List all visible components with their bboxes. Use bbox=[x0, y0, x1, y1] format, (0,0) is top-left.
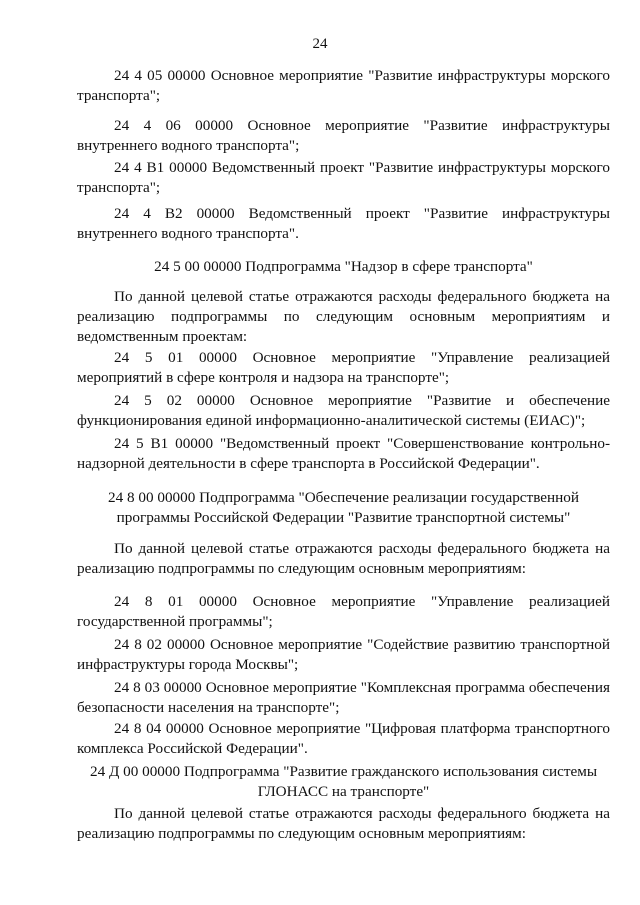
paragraph-24-8-intro: По данной целевой статье отражаются расходы федерального бюджета на реализацию подпрограммы по следующим основным мероприятиям: bbox=[77, 540, 610, 577]
paragraph-24-4-b2: 24 4 В2 00000 Ведомственный проект "Развитие инфраструктуры внутреннего водного транспорта". bbox=[77, 205, 610, 242]
paragraph-24-5-b1: 24 5 В1 00000 "Ведомственный проект "Совершенствование контрольно-надзорной деятельности в сфере транспорта в Российской Федерации". bbox=[77, 435, 610, 472]
paragraph-24-8-03: 24 8 03 00000 Основное мероприятие "Комплексная программа обеспечения безопасности населения на транспорте"; bbox=[77, 679, 610, 716]
paragraph-24-4-b1: 24 4 В1 00000 Ведомственный проект "Развитие инфраструктуры морского транспорта"; bbox=[77, 159, 610, 196]
page-number: 24 bbox=[312, 36, 328, 52]
heading-subprogram-24-8: 24 8 00 00000 Подпрограмма "Обеспечение реализации государственной программы Российской Федерации "Развитие транспортной системы" bbox=[108, 489, 579, 526]
paragraph-24-8-04: 24 8 04 00000 Основное мероприятие "Цифровая платформа транспортного комплекса Российской Федерации". bbox=[77, 720, 610, 757]
paragraph-24-8-02: 24 8 02 00000 Основное мероприятие "Содействие развитию транспортной инфраструктуры города Москвы"; bbox=[77, 636, 610, 673]
paragraph-24-5-01: 24 5 01 00000 Основное мероприятие "Управление реализацией мероприятий в сфере контроля и надзора на транспорте"; bbox=[77, 349, 610, 386]
heading-subprogram-24-d: 24 Д 00 00000 Подпрограмма "Развитие гражданского использования системы ГЛОНАСС на транспорте" bbox=[89, 763, 598, 800]
paragraph-24-d-intro: По данной целевой статье отражаются расходы федерального бюджета на реализацию подпрограммы по следующим основным мероприятиям: bbox=[77, 805, 610, 842]
paragraph-24-4-06: 24 4 06 00000 Основное мероприятие "Развитие инфраструктуры внутреннего водного транспорта"; bbox=[77, 117, 610, 154]
paragraph-24-5-intro: По данной целевой статье отражаются расходы федерального бюджета на реализацию подпрограммы по следующим основным мероприятиям и ведомственным проектам: bbox=[77, 288, 610, 345]
paragraph-24-8-01: 24 8 01 00000 Основное мероприятие "Управление реализацией государственной программы"; bbox=[77, 593, 610, 630]
heading-subprogram-24-5: 24 5 00 00000 Подпрограмма "Надзор в сфере транспорта" bbox=[154, 258, 533, 275]
paragraph-24-5-02: 24 5 02 00000 Основное мероприятие "Развитие и обеспечение функционирования единой информационно-аналитической системы (ЕИАС)"; bbox=[77, 392, 610, 429]
paragraph-24-4-05: 24 4 05 00000 Основное мероприятие "Развитие инфраструктуры морского транспорта"; bbox=[77, 67, 610, 104]
